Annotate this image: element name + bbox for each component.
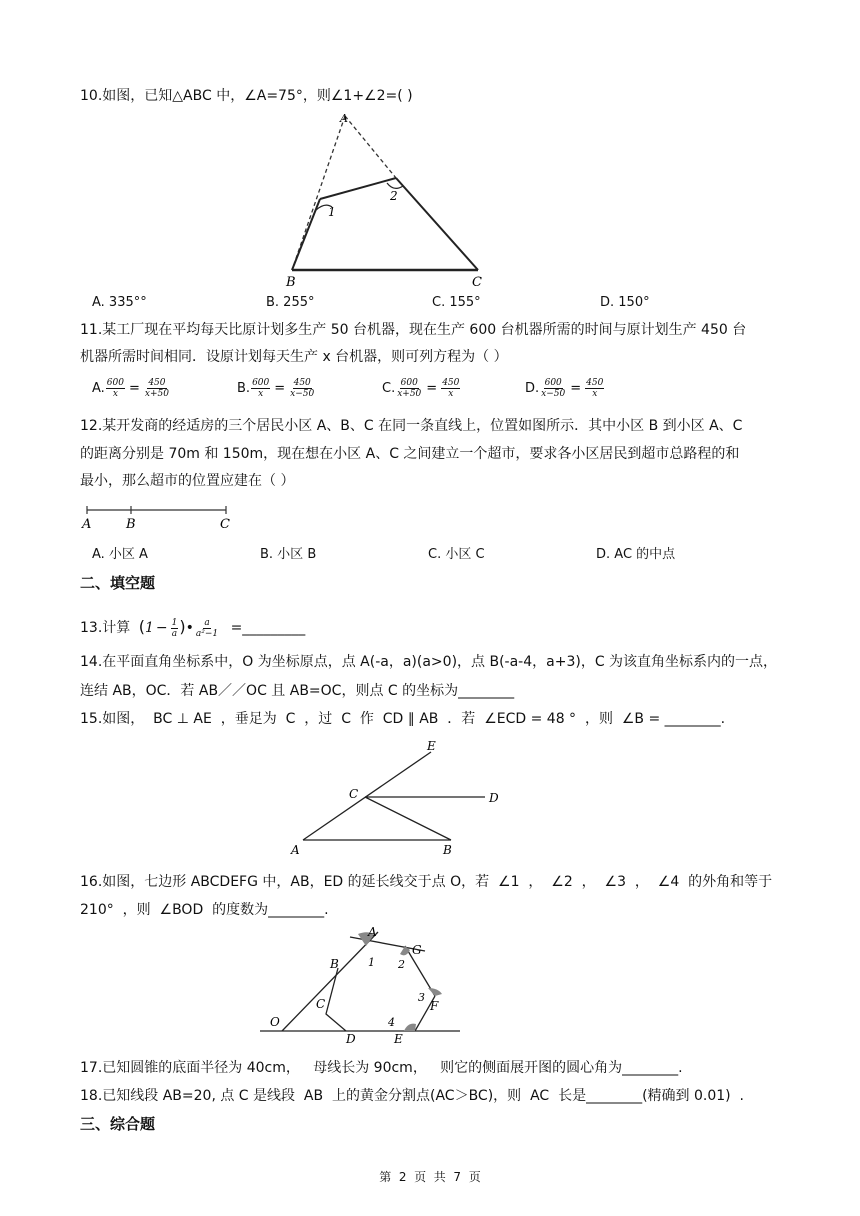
denominator: x+50 bbox=[397, 389, 422, 399]
denominator: x bbox=[258, 389, 264, 399]
question-12-line2: 的距离分别是 70m 和 150m，现在想在小区 A、C 之间建立一个超市，要求各小区居民到超市总路程的和 bbox=[80, 446, 740, 462]
q13-dot: • bbox=[185, 620, 194, 636]
q13-prefix: 13.计算 bbox=[80, 620, 131, 636]
q12-option-b: B. 小区 B bbox=[260, 547, 317, 562]
question-13: 13.计算 (1 − $\frac{1}{a}$ )• $\frac{a}{\text{a²−1}}$ =_________ bbox=[80, 617, 306, 639]
angle-3-label: 3 bbox=[418, 991, 425, 1004]
option-label: B. bbox=[237, 381, 251, 396]
point-g-label: G bbox=[412, 943, 422, 957]
parallel-lines-figure-q15 bbox=[285, 738, 515, 860]
point-c-label: C bbox=[220, 517, 230, 532]
denominator: x bbox=[592, 389, 598, 399]
numerator: 450 bbox=[586, 378, 604, 388]
numerator: 600 bbox=[400, 378, 418, 388]
numerator: 600 bbox=[252, 378, 270, 388]
option-label: D. bbox=[525, 381, 540, 396]
q12-option-a: A. 小区 A bbox=[92, 547, 148, 562]
point-f-label: F bbox=[430, 999, 439, 1013]
q13-minus: − bbox=[155, 620, 168, 636]
denominator: x−50 bbox=[541, 389, 566, 399]
line-segment-figure-q12 bbox=[80, 502, 240, 532]
point-c-label: C bbox=[316, 997, 326, 1011]
point-a-label: A bbox=[291, 843, 300, 857]
denominator: a bbox=[171, 628, 178, 639]
point-d-label: D bbox=[346, 1032, 356, 1046]
point-b-label: B bbox=[443, 843, 452, 857]
point-d-label: D bbox=[489, 791, 499, 805]
label-apex: A bbox=[340, 112, 348, 125]
q11-option-d: D. $\frac{600}{x-50}$ = $\frac{450}{x}$ bbox=[525, 378, 604, 399]
point-a-label: A bbox=[82, 517, 92, 532]
q10-option-d: D. 150° bbox=[600, 295, 650, 310]
q12-option-c: C. 小区 C bbox=[428, 547, 485, 562]
question-11-line2: 机器所需时间相同．设原计划每天生产 x 台机器，则可列方程为（ ） bbox=[80, 349, 508, 365]
q10-option-a: A. 335°° bbox=[92, 295, 147, 310]
question-18: 18.已知线段 AB=20, 点 C 是线段 AB 上的黄金分割点(AC＞BC)，则 AC 长是________(精确到 0.01) . bbox=[80, 1088, 744, 1104]
angle-2-label: 2 bbox=[398, 958, 405, 971]
denominator: x bbox=[448, 389, 454, 399]
numerator: a bbox=[204, 617, 210, 628]
denominator: x−50 bbox=[290, 389, 315, 399]
point-c-label: C bbox=[349, 787, 359, 801]
question-12-line3: 最小，那么超市的位置应建在（ ） bbox=[80, 473, 295, 489]
point-e-label: E bbox=[394, 1032, 403, 1046]
angle-1-label: 1 bbox=[328, 205, 336, 219]
numerator: 450 bbox=[148, 378, 166, 388]
numerator: 600 bbox=[544, 378, 562, 388]
option-label: C. bbox=[382, 381, 396, 396]
section-heading-comprehensive: 三、综合题 bbox=[80, 1115, 156, 1133]
angle-1-label: 1 bbox=[368, 956, 375, 969]
section-heading-fill-in: 二、填空题 bbox=[80, 574, 156, 592]
triangle-figure-q10 bbox=[270, 110, 500, 292]
question-10-text: 10.如图，已知△ABC 中，∠A=75°，则∠1+∠2=( ) bbox=[80, 88, 413, 104]
denominator: a²−1 bbox=[195, 628, 219, 639]
point-a-label: A bbox=[368, 925, 377, 939]
heptagon-figure-q16 bbox=[250, 924, 470, 1048]
page-footer: 第 2 页 共 7 页 bbox=[379, 1170, 481, 1184]
point-o-label: O bbox=[270, 1015, 280, 1029]
q12-option-d: D. AC 的中点 bbox=[596, 547, 676, 562]
q13-one: 1 bbox=[144, 620, 154, 636]
point-b-label: B bbox=[126, 517, 136, 532]
angle-2-label: 2 bbox=[390, 189, 398, 203]
question-15-text: 15.如图， BC ⊥ AE ，垂足为 C ，过 C 作 CD ∥ AB ．若 ∠ECD = 48 ° ，则 ∠B = ________. bbox=[80, 711, 726, 727]
q11-option-c: C. $\frac{600}{x+50}$ = $\frac{450}{x}$ bbox=[382, 378, 460, 399]
question-17: 17.已知圆锥的底面半径为 40cm， 母线长为 90cm， 则它的侧面展开图的圆心角为________. bbox=[80, 1060, 683, 1076]
point-b-label: B bbox=[330, 957, 339, 971]
numerator: 450 bbox=[442, 378, 460, 388]
question-14-line1: 14.在平面直角坐标系中，O 为坐标原点，点 A(-a，a)(a>0)，点 B(-a-4，a+3)，C 为该直角坐标系内的一点， bbox=[80, 654, 778, 670]
option-label: A. bbox=[92, 381, 105, 396]
denominator: x bbox=[112, 389, 118, 399]
question-14-line2: 连结 AB，OC．若 AB／／OC 且 AB=OC，则点 C 的坐标为________ bbox=[80, 683, 515, 699]
point-e-label: E bbox=[427, 739, 436, 753]
q11-option-a: A. $\frac{600}{x}$ = $\frac{450}{x+50}$ bbox=[92, 378, 169, 399]
denominator: x+50 bbox=[144, 389, 169, 399]
question-16-line1: 16.如图，七边形 ABCDEFG 中，AB，ED 的延长线交于点 O，若 ∠1 ， ∠2 ， ∠3 ， ∠4 的外角和等于 bbox=[80, 874, 773, 890]
question-12-line1: 12.某开发商的经适房的三个居民小区 A、B、C 在同一条直线上，位置如图所示．其中小区 B 到小区 A、C bbox=[80, 418, 743, 434]
q10-option-b: B. 255° bbox=[266, 295, 315, 310]
q10-option-c: C. 155° bbox=[432, 295, 481, 310]
numerator: 450 bbox=[293, 378, 311, 388]
angle-4-label: 4 bbox=[388, 1016, 395, 1029]
question-16-line2: 210° ，则 ∠BOD 的度数为________. bbox=[80, 902, 329, 918]
question-11-line1: 11.某工厂现在平均每天比原计划多生产 50 台机器，现在生产 600 台机器所需的时间与原计划生产 450 台 bbox=[80, 322, 747, 338]
vertex-c-label: C bbox=[472, 275, 482, 290]
vertex-b-label: B bbox=[286, 275, 296, 290]
numerator: 600 bbox=[106, 378, 124, 388]
q13-answer-blank: =_________ bbox=[230, 620, 306, 636]
numerator: 1 bbox=[171, 617, 178, 628]
q11-option-b: B. $\frac{600}{x}$ = $\frac{450}{x-50}$ bbox=[237, 378, 315, 399]
